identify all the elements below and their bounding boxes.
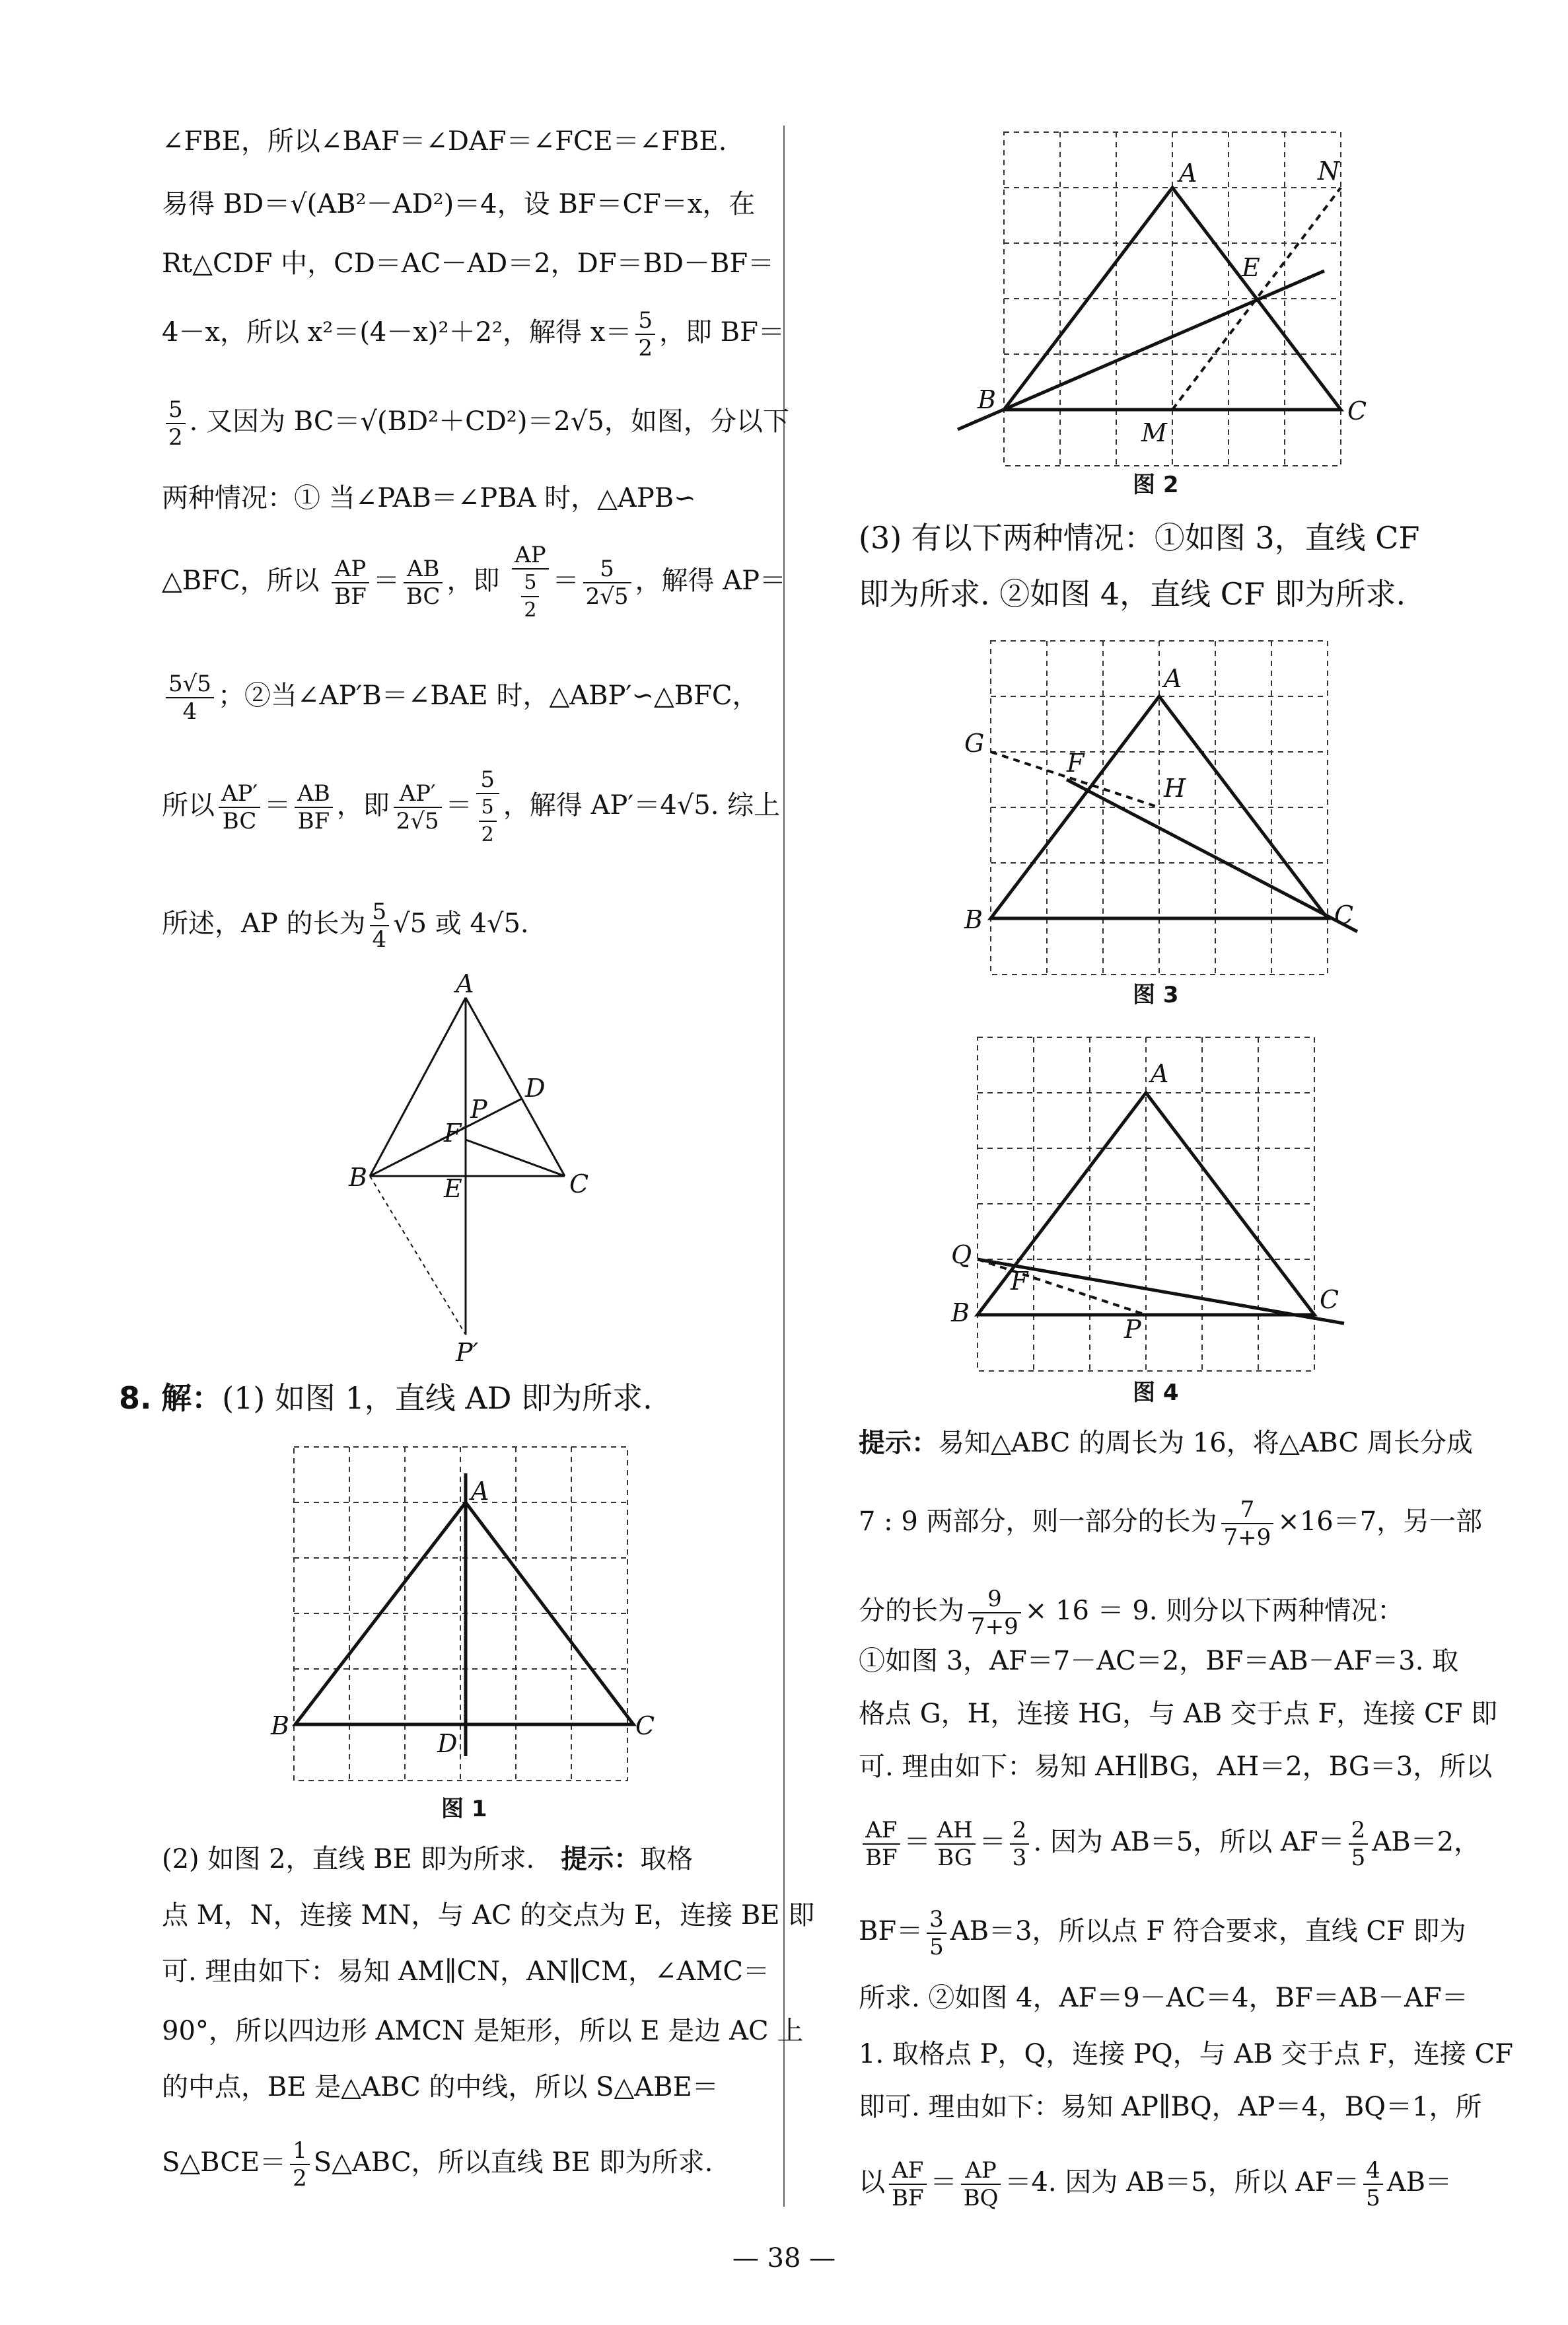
fraction: $\frac{5√5}{4}$ (166, 671, 214, 725)
text-line: 所以 $\frac{AP'}{BC}$ ＝ $\frac{AB}{BF}$ ，即 $\frac{AP'}{2√5}$ ＝ $\frac{5}{\frac{5}{2}}$ ，解得 AP′＝4√5. 综上 (162, 766, 780, 848)
grid-figure-3 (951, 634, 1374, 978)
label-c: C (635, 1711, 655, 1740)
question-8: 8. 解：(1) 如图 1，直线 AD 即为所求. (119, 1380, 653, 1416)
label-b: B (349, 1163, 367, 1192)
label-h: H (1164, 774, 1186, 803)
label-d: D (437, 1729, 458, 1758)
label-b: B (271, 1711, 289, 1740)
label-a: A (471, 1477, 489, 1506)
text-line: 90°，所以四边形 AMCN 是矩形，所以 E 是边 AC 上 (162, 2016, 804, 2046)
label-m: M (1141, 418, 1167, 447)
fraction: $\frac{AP'}{BC}$ (219, 780, 260, 834)
label-n: N (1318, 157, 1340, 186)
text-line: BF＝ $\frac{3}{5}$ AB＝3，所以点 F 符合要求，直线 CF 即为 (859, 1906, 1466, 1960)
label-c: C (1334, 901, 1354, 930)
label-f: F (1067, 749, 1085, 778)
text-line: △BFC，所以 $\frac{AP}{BF}$ ＝ $\frac{AB}{BC}$ ，即 $\frac{AP}{\frac{5}{2}}$ ＝ $\frac{5}{2√5}$ ，解得 AP＝ (162, 542, 786, 624)
figure-3-caption: 图 3 (1133, 982, 1179, 1008)
label-a: A (1151, 1059, 1169, 1088)
label-p: P (470, 1095, 487, 1124)
grid-lines (1004, 132, 1341, 466)
grid-lines (294, 1447, 627, 1781)
fraction: $\frac{5}{2}$ (166, 396, 186, 451)
fraction: $\frac{AH}{BG}$ (935, 1817, 976, 1871)
label-f: F (1011, 1267, 1028, 1296)
fraction: $\frac{1}{2}$ (290, 2137, 310, 2192)
grid-lines (978, 1037, 1314, 1371)
label-a: A (1179, 159, 1197, 188)
line-cf (1067, 780, 1357, 932)
text-line: $\frac{5}{2}$ . 又因为 BC＝√(BD²＋CD²)＝2√5，如图，分以下 (162, 396, 789, 451)
text-line: 的中点，BE 是△ABC 的中线，所以 S△ABE＝ (162, 2072, 719, 2102)
label-c: C (569, 1169, 589, 1199)
text-line: Rt△CDF 中，CD＝AC－AD＝2，DF＝BD－BF＝ (162, 248, 775, 279)
segment-ab (370, 998, 466, 1176)
text-line: 4－x，所以 x²＝(4－x)²＋2²，解得 x＝ $\frac{5}{2}$ ，即 BF＝ (162, 307, 785, 361)
fraction: $\frac{AB}{BC}$ (404, 556, 443, 610)
label-c: C (1347, 396, 1367, 425)
text-line: 即可. 理由如下：易知 AP∥BQ，AP＝4，BQ＝1，所 (859, 2092, 1482, 2122)
fraction: $\frac{AP}{BF}$ (332, 556, 369, 610)
text-line: 提示：易知△ABC 的周长为 16，将△ABC 周长分成 (859, 1428, 1473, 1458)
label-p-prime: P′ (456, 1338, 479, 1367)
fraction: $\frac{7}{7+9}$ (1221, 1496, 1274, 1551)
segment-pq (978, 1259, 1146, 1315)
text-line: 所求. ②如图 4，AF＝9－AC＝4，BF＝AB－AF＝ (859, 1983, 1468, 2013)
page-number: — 38 — (732, 2243, 836, 2273)
fraction: $\frac{9}{7+9}$ (968, 1586, 1021, 1640)
text-line: 1. 取格点 P，Q，连接 PQ，与 AB 交于点 F，连接 CF (859, 2039, 1513, 2069)
text-line: 两种情况：① 当∠PAB＝∠PBA 时，△APB∽ (162, 483, 696, 513)
grid-figure-1 (271, 1440, 660, 1810)
grid-figure-2 (951, 126, 1374, 469)
segment-ac (466, 998, 565, 1176)
line-be (958, 271, 1324, 429)
text-line: 可. 理由如下：易知 AH∥BG，AH＝2，BG＝3，所以 (859, 1752, 1493, 1782)
fraction: $\frac{AF}{BF}$ (863, 1817, 900, 1871)
grid-lines (991, 641, 1328, 975)
text-line: (3) 有以下两种情况：①如图 3，直线 CF (859, 520, 1420, 556)
label-a: A (456, 969, 474, 998)
label-b: B (964, 905, 983, 934)
label-q: Q (951, 1240, 972, 1269)
text-line: 即为所求. ②如图 4，直线 CF 即为所求. (859, 576, 1406, 612)
text-line: ①如图 3，AF＝7－AC＝2，BF＝AB－AF＝3. 取 (859, 1646, 1459, 1676)
text-line: 可. 理由如下：易知 AM∥CN，AN∥CM，∠AMC＝ (162, 1956, 769, 1987)
fraction: $\frac{4}{5}$ (1363, 2157, 1383, 2211)
text-line: 7 : 9 两部分，则一部分的长为 $\frac{7}{7+9}$ ×16＝7，另一部 (859, 1496, 1483, 1551)
triangle-figure-p (330, 965, 634, 1374)
text-line: 点 M，N，连接 MN，与 AC 的交点为 E，连接 BE 即 (162, 1900, 815, 1931)
text-line: $\frac{AF}{BF}$ ＝ $\frac{AH}{BG}$ ＝ $\frac{2}{3}$ . 因为 AB＝5，所以 AF＝ $\frac{2}{5}$ AB＝2， (859, 1817, 1480, 1871)
text-line: 分的长为 $\frac{9}{7+9}$ × 16 ＝ 9. 则分以下两种情况： (859, 1586, 1404, 1640)
fraction: $\frac{5}{4}$ (370, 899, 390, 953)
grid-figure-4 (951, 1031, 1374, 1374)
text-line: $\frac{5√5}{4}$ ；②当∠AP′B＝∠BAE 时，△ABP′∽△BFC， (162, 671, 759, 725)
fraction: $\frac{2}{3}$ (1010, 1817, 1030, 1871)
label-b: B (978, 385, 996, 414)
fraction: $\frac{3}{5}$ (927, 1906, 946, 1960)
fraction: $\frac{AF}{BF}$ (889, 2157, 927, 2211)
text-line: (2) 如图 2，直线 BE 即为所求. 提示：取格 (162, 1844, 694, 1874)
fraction: $\frac{AP'}{2√5}$ (394, 780, 442, 834)
label-a: A (1164, 664, 1182, 693)
label-c: C (1320, 1285, 1339, 1314)
label-d: D (525, 1074, 546, 1103)
text-line: ∠FBE，所以∠BAF＝∠DAF＝∠FCE＝∠FBE. (162, 126, 727, 157)
segment-fc (466, 1140, 565, 1176)
fraction: $\frac{5}{\frac{5}{2}}$ (476, 766, 499, 848)
fraction: $\frac{AP}{BQ}$ (961, 2157, 1001, 2211)
fraction: $\frac{5}{2√5}$ (583, 556, 631, 610)
label-e: E (444, 1174, 462, 1203)
label-b: B (951, 1298, 970, 1327)
fraction: $\frac{5}{2}$ (635, 307, 655, 361)
figure-2-caption: 图 2 (1133, 472, 1179, 498)
label-e: E (1242, 253, 1260, 282)
figure-4-caption: 图 4 (1133, 1380, 1179, 1406)
text-line: 格点 G，H，连接 HG，与 AB 交于点 F，连接 CF 即 (859, 1699, 1498, 1729)
text-line: 易得 BD＝√(AB²－AD²)＝4，设 BF＝CF＝x，在 (162, 189, 756, 219)
label-p: P (1124, 1315, 1141, 1344)
fraction: $\frac{2}{5}$ (1349, 1817, 1369, 1871)
text-line: 所述，AP 的长为 $\frac{5}{4}$ √5 或 4√5. (162, 899, 529, 953)
label-g: G (964, 729, 985, 758)
text-line: S△BCE＝ $\frac{1}{2}$ S△ABC，所以直线 BE 即为所求. (162, 2137, 713, 2192)
text-line: 以 $\frac{AF}{BF}$ ＝ $\frac{AP}{BQ}$ ＝4. 因为 AB＝5，所以 AF＝ $\frac{4}{5}$ AB＝ (859, 2157, 1452, 2211)
label-f: F (444, 1119, 462, 1148)
fraction: $\frac{AP}{\frac{5}{2}}$ (512, 542, 548, 624)
fraction: $\frac{AB}{BF}$ (295, 780, 333, 834)
figure-1-caption: 图 1 (441, 1796, 487, 1822)
